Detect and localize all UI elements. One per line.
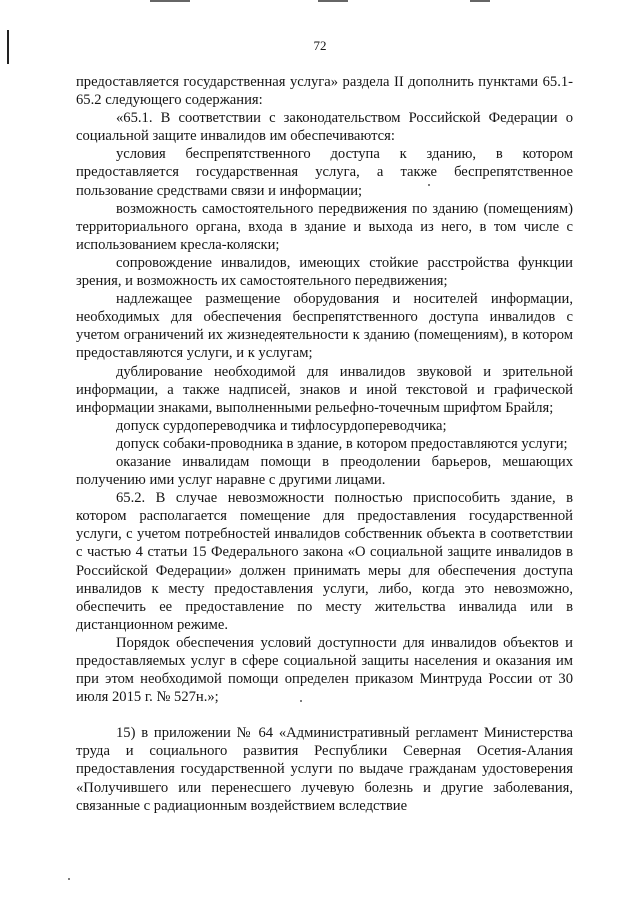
paragraph: допуск сурдопереводчика и тифлосурдопереводчика; — [116, 417, 447, 434]
paragraph: 65.2. В случае невозможности полностью приспособить здание, в котором располагается помещение для предоставления государственной услуги, с учетом потребностей инвалидов собственник объекта в соответствии с частью 4 статьи 15 Федерального закона «О социальной защите инвалидов в Российской Федерации» должен принимать меры для обеспечения доступа инвалидов к месту предоставления услуги, либо, когда это невозможно, обеспечить ее предоставление по месту жительства инвалида или в дистанционном режиме. — [76, 490, 573, 633]
scan-speck — [428, 184, 430, 186]
paragraph: возможность самостоятельного передвижения по зданию (помещениям) территориального органа, входа в здание и выхода из него, в том числе с использованием кресла-коляски; — [76, 200, 573, 253]
paragraph: допуск собаки-проводника в здание, в котором предоставляются услуги; — [116, 435, 568, 452]
scan-speck — [68, 878, 70, 880]
paragraph: надлежащее размещение оборудования и носителей информации, необходимых для обеспечения беспрепятственного доступа инвалидов с учетом ограничений их жизнедеятельности к зданию (помещениям), в котором предоставляются услуги, и к услугам; — [76, 291, 573, 362]
paragraph: дублирование необходимой для инвалидов звуковой и зрительной информации, а также надписей, знаков и иной текстовой и графической информации знаками, выполненными рельефно-точечным шрифтом Брайля; — [76, 363, 573, 416]
scan-edge-top — [0, 0, 640, 4]
paragraph: сопровождение инвалидов, имеющих стойкие расстройства функции зрения, и возможность их самостоятельного передвижения; — [76, 254, 573, 290]
document-body — [76, 73, 573, 815]
paragraph-item-15: 15) в приложении № 64 «Административный регламент Министерства труда и социального развития Республики Северная Осетия-Алания предоставления государственной услуги по выдаче гражданам удостоверения «Получившего или перенесшего лучевую болезнь и другие заболевания, связанные с радиационным воздействием вследствие — [76, 725, 573, 814]
paragraph: Порядок обеспечения условий доступности для инвалидов объектов и предоставляемых услуг в сфере социальной защиты населения и оказания им при этом необходимой помощи определен приказом Минтруда России от 30 июля 2015 г. № 527н.»; — [76, 634, 573, 706]
scan-speck — [300, 700, 302, 702]
paragraph: условия беспрепятственного доступа к зданию, в котором предоставляется государственная услуга, а также беспрепятственное пользование средствами связи и информации; — [76, 146, 573, 199]
paragraph: «65.1. В соответствии с законодательством Российской Федерации о социальной защите инвалидов им обеспечиваются: — [76, 110, 573, 145]
paragraph: предоставляется государственная услуга» раздела II дополнить пунктами 65.1-65.2 следующего содержания: — [76, 74, 573, 109]
paragraph: оказание инвалидам помощи в преодолении барьеров, мешающих получению ими услуг наравне с другими лицами. — [76, 453, 573, 489]
page-number: 72 — [313, 38, 327, 53]
